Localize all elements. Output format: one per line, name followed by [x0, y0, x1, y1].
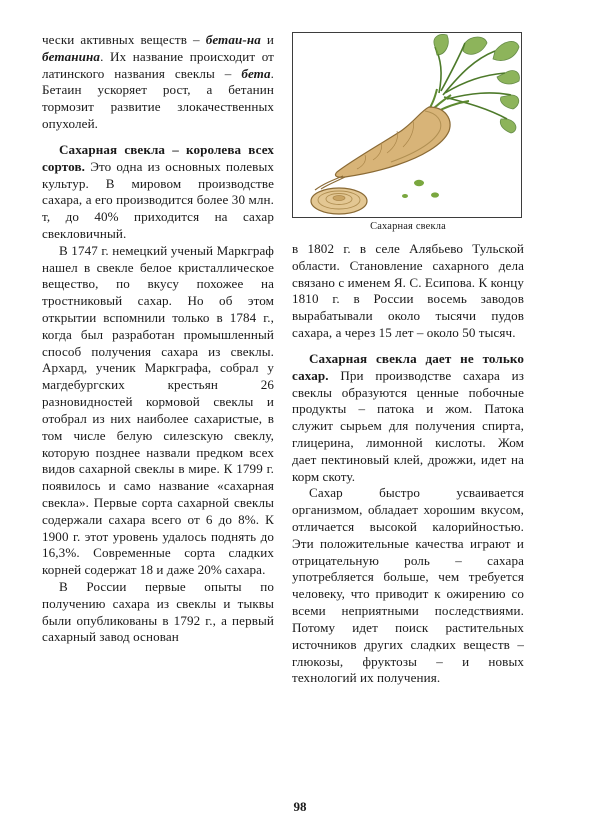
figure-frame [292, 32, 522, 218]
paragraph-6 [292, 351, 524, 486]
paragraph-5: в 1802 г. в селе Алябьево Тульской области. Становление сахарного дела связано с именем Я. С. Есипова. К концу 1810 г. в России восемь заводов вырабатывали около тысячи пудов сахара, а через 15 лет – около 50 тысяч. [292, 241, 524, 341]
paragraph-4: В России первые опыты по получению сахара из свеклы и тыквы были опубликованы в 1792 г., а первый сахарный завод основан [42, 579, 274, 645]
paragraph-1 [42, 32, 274, 133]
paragraph-3: В 1747 г. немецкий ученый Маркграф нашел в свекле белое кристаллическое вещество, по вкусу похожее на тростниковый сахар. Но об этом открытии вспомнили только в 1784 г., когда был разработан промышленный способ получения сахара из свеклы. Архард, ученик Маркграфа, собрал у магдебургских крестьян 26 разновидностей кормовой свеклы и отобрал из них наиболее сахаристые, в том числе белую силезскую свеклу, которую позднее назвали предком всех видов сахарной свеклы в мире. К 1799 г. появилось и само название «сахарная свекла». Первые сорта сахарной свеклы содержали сахара всего от 6 до 8%. К 1900 г. этот уровень удалось поднять до 16,3%. Современные сорта сладких корней содержат 18 и даже 20% сахара. [42, 242, 274, 578]
sugar-beet-illustration-icon [293, 33, 521, 217]
paragraph-2-text: Это одна из основных полевых культур. В мировом производстве сахара, а его производится более 30 млн. т, до 40% приходится на сахар свекловичный. [42, 158, 274, 241]
text-run: . Их название происходит от латинского названия свеклы – [42, 48, 274, 81]
right-column [292, 32, 524, 687]
paragraph-6-text: При производстве сахара из свеклы образуются ценные побочные продукты – патока и жом. Патока служит сырьем для получения спирта, глицерина, лимонной кислоты. Жом дает пектиновый клей, дрожжи, идет на корм скоту. [292, 367, 524, 484]
page-number: 98 [293, 799, 307, 814]
two-column-body [42, 32, 560, 687]
paragraph-2 [42, 142, 274, 243]
beet-slice-shape [311, 188, 367, 214]
section-heading-not-only-sugar: Сахарная свекла дает не только сахар. [292, 350, 524, 383]
italic-term-betaina: бетаи- [205, 32, 247, 47]
section-heading-sugar-beet-queen: Сахарная свекла – королева всех сортов. [42, 141, 274, 174]
text-run: чески активных веществ – [42, 32, 206, 47]
paragraph-gap [292, 342, 524, 351]
figure-caption: Сахарная свекла [370, 221, 446, 232]
italic-term-betanina: бетанина [42, 48, 101, 64]
italic-term-beta: бета [241, 65, 271, 81]
figure-sugar-beet [292, 32, 524, 232]
italic-term-na: на [246, 32, 261, 47]
paragraph-gap [42, 133, 274, 142]
left-column [42, 32, 274, 646]
text-run: и [260, 32, 274, 47]
paragraph-7: Сахар быстро усваивается организмом, обладает хорошим вкусом, отличается высокой калорийностью. Эти положительные качества играют и отрицательную роль – сахара употребляется больше, чем требуется человеку, что приводит к ожирению со всеми неприятными последствиями. Потому идет поиск растительных источников других сладких веществ – глюкозы, фруктозы – и новых технологий их получения. [292, 485, 524, 686]
text-run: . Бетаин ускоряет рост, а бетанин тормозит развитие злокачественных опухолей. [42, 65, 274, 132]
